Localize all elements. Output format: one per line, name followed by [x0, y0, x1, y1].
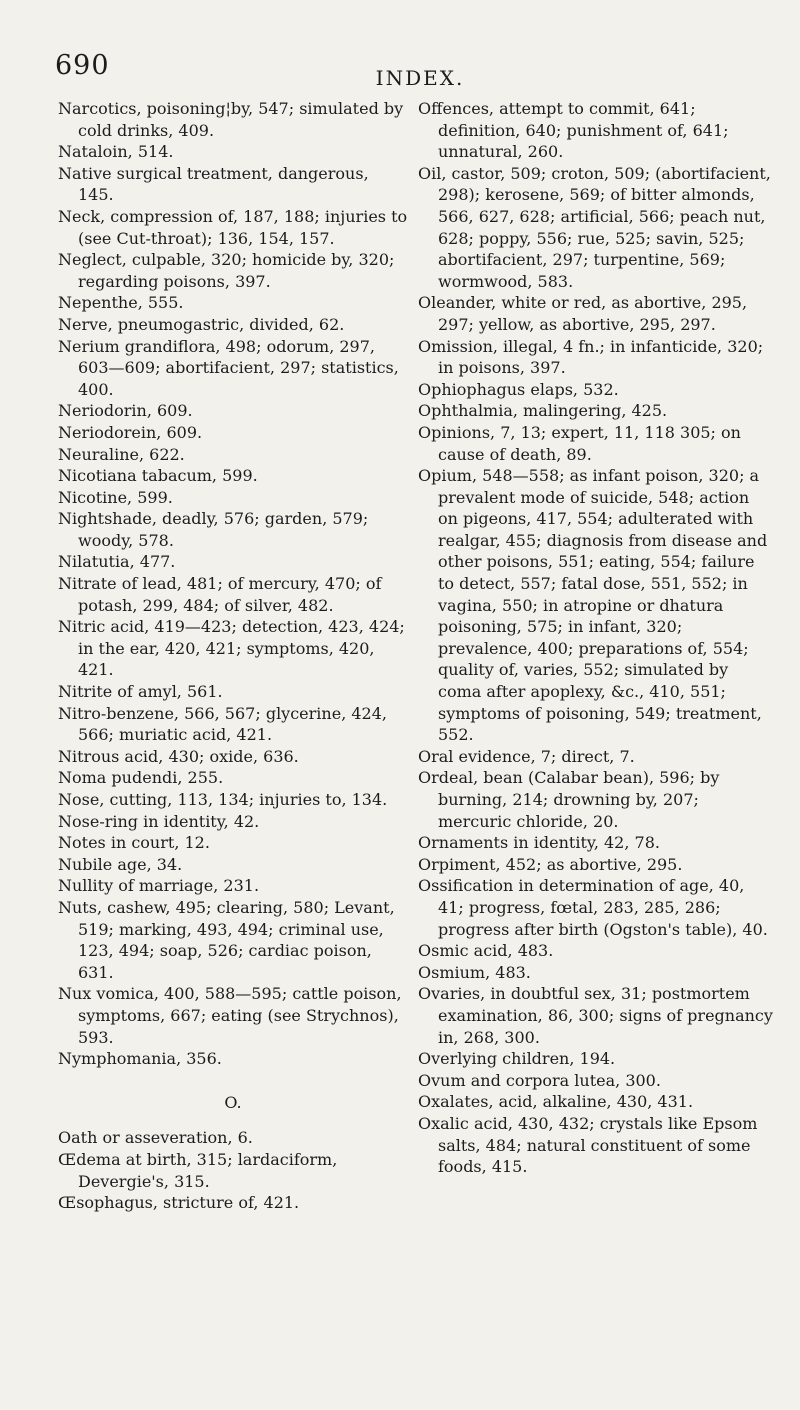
index-entry: Ordeal, bean (Calabar bean), 596; by burning, 214; drowning by, 207; mercuric chloride, 20.	[418, 768, 720, 831]
index-entry: Ovaries, in doubtful sex, 31; postmortem examination, 86, 300; signs of pregnancy in, 268, 300.	[418, 984, 773, 1047]
index-entry: Overlying children, 194.	[418, 1049, 616, 1069]
index-entry: Ovum and corpora lutea, 300.	[418, 1070, 661, 1090]
index-entry: Nepenthe, 555.	[58, 293, 184, 313]
index-entry: Noma pudendi, 255.	[58, 768, 224, 788]
index-entry: Nitrous acid, 430; oxide, 636.	[58, 746, 299, 766]
index-entry: Neck, compression of, 187, 188; injuries to (see Cut-throat); 136, 154, 157.	[58, 206, 408, 248]
index-entry: Nymphomania, 356.	[58, 1049, 222, 1069]
index-entry: Neriodorin, 609.	[58, 401, 193, 421]
index-entry: Nicotiana tabacum, 599.	[58, 466, 258, 486]
index-entry: Nitro-benzene, 566, 567; glycerine, 424, 566; muriatic acid, 421.	[58, 703, 387, 745]
index-entry: Nightshade, deadly, 576; garden, 579; woody, 578.	[58, 509, 369, 550]
index-column-left	[58, 98, 408, 1214]
index-entry: Omission, illegal, 4 fn.; in infanticide, 320; in poisons, 397.	[418, 336, 764, 378]
index-entry: Oral evidence, 7; direct, 7.	[418, 746, 635, 766]
index-entry: Narcotics, poisoning¦by, 547; simulated by cold drinks, 409.	[58, 99, 404, 140]
page-number: 690	[55, 50, 110, 81]
index-entry: Nux vomica, 400, 588—595; cattle poison, symptoms, 667; eating (see Strychnos), 593.	[58, 984, 402, 1047]
index-entry: Neriodorein, 609.	[58, 422, 203, 442]
index-entry: Orpiment, 452; as abortive, 295.	[418, 854, 683, 874]
index-entry: Ornaments in identity, 42, 78.	[418, 833, 660, 853]
index-entry: Nitrate of lead, 481; of mercury, 470; of potash, 299, 484; of silver, 482.	[58, 574, 382, 615]
index-entry: Neglect, culpable, 320; homicide by, 320; regarding poisons, 397.	[58, 250, 395, 291]
index-entry: Nilatutia, 477.	[58, 552, 176, 572]
index-entry: Nerve, pneumogastric, divided, 62.	[58, 314, 345, 334]
index-entry: Ossification in determination of age, 40, 41; progress, fœtal, 283, 285, 286; progress after birth (Ogston's table), 40.	[418, 876, 768, 939]
index-entry: Opinions, 7, 13; expert, 11, 118 305; on cause of death, 89.	[418, 422, 741, 464]
index-entry: Nicotine, 599.	[58, 487, 173, 507]
index-entry: Nuts, cashew, 495; clearing, 580; Levant, 519; marking, 493, 494; criminal use, 123, 494; soap, 526; cardiac poison, 631.	[58, 897, 395, 982]
index-entry: Nataloin, 514.	[58, 142, 174, 162]
index-column-right	[418, 98, 774, 1178]
index-entry: Osmic acid, 483.	[418, 941, 554, 961]
index-entry: Nullity of marriage, 231.	[58, 876, 260, 896]
index-entry: Ophiophagus elaps, 532.	[418, 379, 619, 399]
index-entry: Notes in court, 12.	[58, 833, 210, 853]
index-entry: Nerium grandiflora, 498; odorum, 297, 603—609; abortifacient, 297; statistics, 400.	[58, 336, 399, 399]
index-entry: Nubile age, 34.	[58, 854, 183, 874]
index-entry: Oxalates, acid, alkaline, 430, 431.	[418, 1092, 694, 1112]
index-entry: Œsophagus, stricture of, 421.	[58, 1193, 300, 1213]
index-entry: Nitrite of amyl, 561.	[58, 682, 223, 702]
index-entry: Osmium, 483.	[418, 962, 531, 982]
section-letter-heading: O.	[224, 1092, 242, 1112]
index-entry: Oath or asseveration, 6.	[58, 1128, 253, 1148]
index-entry: Opium, 548—558; as infant poison, 320; a prevalent mode of suicide, 548; action on pigeons, 417, 554; adulterated with realgar, 455; diagnosis from disease and other poisons, 551; eating, 554; failure to detect, 557; fatal dose, 551, 552; in vagina, 550; in atropine or dhatura poisoning, 575; in infant, 320; prevalence, 400; preparations of, 554; quality of, varies, 552; simulated by coma after apoplexy, &c., 410, 551; symptoms of poisoning, 549; treatment, 552.	[418, 466, 768, 745]
index-entry: Native surgical treatment, dangerous, 145.	[58, 163, 369, 205]
running-head: INDEX.	[375, 66, 465, 90]
index-entry: Offences, attempt to commit, 641; definition, 640; punishment of, 641; unnatural, 260.	[418, 99, 729, 162]
index-entry: Nitric acid, 419—423; detection, 423, 424; in the ear, 420, 421; symptoms, 420, 421.	[58, 617, 405, 680]
index-entry: Ophthalmia, malingering, 425.	[418, 401, 668, 421]
index-entry: Neuraline, 622.	[58, 444, 185, 464]
index-entry: Oleander, white or red, as abortive, 295, 297; yellow, as abortive, 295, 297.	[418, 293, 748, 334]
index-entry: Nose-ring in identity, 42.	[58, 811, 260, 831]
index-entry: Œdema at birth, 315; lardaciform, Devergie's, 315.	[58, 1149, 338, 1191]
index-entry: Oxalic acid, 430, 432; crystals like Epsom salts, 484; natural constituent of some foods, 415.	[418, 1113, 758, 1177]
index-entry: Nose, cutting, 113, 134; injuries to, 134.	[58, 790, 388, 809]
index-entry: Oil, castor, 509; croton, 509; (abortifacient, 298); kerosene, 569; of bitter almonds, 566, 627, 628; artificial, 566; peach nut, 628; poppy, 556; rue, 525; savin, 525; abortifacient, 297; turpentine, 569; wormwood, 583.	[418, 163, 771, 291]
